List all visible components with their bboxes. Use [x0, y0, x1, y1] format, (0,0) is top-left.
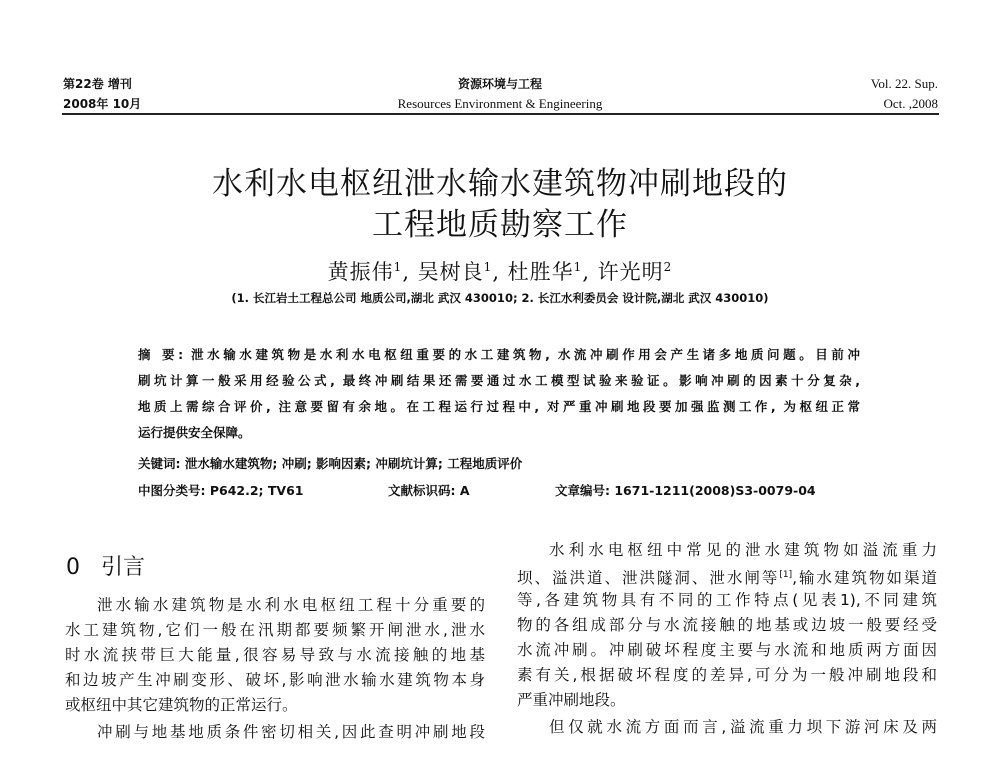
abstract-line: 刷坑计算一般采用经验公式, 最终冲刷结果还需要通过水工模型试验来验证。影响冲刷的因素十分复杂, — [138, 373, 860, 388]
clc-label: 中图分类号: — [138, 483, 206, 498]
keywords-text: 泄水输水建筑物; 冲刷; 影响因素; 冲刷坑计算; 工程地质评价 — [184, 456, 523, 471]
affiliations: (1. 长江岩土工程总公司 地质公司,湖北 武汉 430010; 2. 长江水利委员会 设计院,湖北 武汉 430010) — [231, 291, 769, 305]
author-affiliation-mark: 1 — [393, 260, 403, 274]
journal-name-cn: 资源环境与工程 — [457, 77, 542, 91]
citation-ref[interactable]: [1] — [779, 570, 793, 580]
author-name: 许光明 — [597, 260, 664, 284]
body-line: 水流冲刷。冲刷破坏程度主要与水流和地质两方面因 — [517, 641, 937, 659]
keywords-label: 关键词: — [138, 456, 181, 471]
paper-title-line-2: 工程地质勘察工作 — [372, 207, 628, 243]
running-header-right — [871, 74, 938, 114]
author — [598, 260, 673, 284]
body-line: 或枢纽中其它建筑物的正常运行。 — [65, 696, 298, 714]
paper-title-line-1: 水利水电枢纽泄水输水建筑物冲刷地段的 — [212, 166, 788, 202]
author-name: 吴树良 — [417, 260, 484, 284]
clc-value: P642.2; TV61 — [209, 483, 304, 498]
body-line: 但仅就水流方面而言,溢流重力坝下游河床及两 — [549, 718, 937, 736]
body-line — [517, 564, 937, 589]
abstract-line — [138, 346, 860, 364]
date-en: Oct. ,2008 — [883, 96, 938, 111]
clc-number — [138, 482, 304, 500]
author-list: 黄振伟$^1$, 吴树良$^1$, 杜胜华$^1$, 许光明$^2$ — [327, 260, 673, 284]
volume-en: Vol. 22. Sup. — [870, 76, 938, 91]
running-header-left — [63, 74, 141, 114]
date-cn: 2008年 10月 — [63, 97, 142, 111]
body-line: 素有关,根据破坏程度的差异,可分为一般冲刷地段和 — [517, 666, 937, 684]
body-line: 和边坡产生冲刷变形、破坏,影响泄水输水建筑物本身 — [65, 671, 485, 689]
abstract-text: 泄水输水建筑物是水利水电枢纽重要的水工建筑物, 水流冲刷作用会产生诸多地质问题。目前冲 — [191, 347, 860, 362]
running-header-center — [300, 74, 700, 114]
body-line: 冲刷与地基地质条件密切相关,因此查明冲刷地段 — [97, 723, 485, 741]
keywords — [138, 455, 522, 473]
abstract-line: 运行提供安全保障。 — [138, 425, 251, 440]
abstract-line: 地质上需综合评价, 注意要留有余地。在工程运行过程中, 对严重冲刷地段要加强监测工作, 为枢纽正常 — [138, 399, 860, 414]
body-line: 物的各组成部分与水流接触的地基或边坡一般要经受 — [517, 616, 937, 634]
article-number-label: 文章编号: — [555, 483, 610, 498]
section-heading — [66, 550, 145, 581]
body-line: 水工建筑物,它们一般在汛期都要频繁开闸泄水,泄水 — [65, 621, 485, 639]
author — [328, 260, 403, 284]
journal-name-en: Resources Environment & Engineering — [397, 96, 603, 111]
body-text: ,输水建筑物如渠道 — [792, 569, 937, 588]
body-line: 水利水电枢纽中常见的泄水建筑物如溢流重力 — [549, 541, 937, 559]
body-line: 严重冲刷地段。 — [517, 691, 626, 709]
section-title: 引言 — [100, 555, 145, 580]
document-code-value: A — [459, 483, 470, 498]
author — [418, 260, 493, 284]
author — [508, 260, 583, 284]
header-rule — [62, 113, 939, 115]
author-affiliation-mark: 2 — [663, 260, 673, 274]
body-line: 泄水输水建筑物是水利水电枢纽工程十分重要的 — [97, 596, 485, 614]
document-code-label: 文献标识码: — [388, 483, 456, 498]
body-text: 坝、溢洪道、泄洪隧洞、泄水闸等 — [517, 569, 780, 588]
author-name: 杜胜华 — [507, 260, 574, 284]
author-affiliation-mark: 1 — [483, 260, 493, 274]
body-line: 时水流挟带巨大能量,很容易导致与水流接触的地基 — [65, 646, 485, 664]
volume-cn: 第22卷 增刊 — [63, 77, 132, 91]
author-name: 黄振伟 — [327, 260, 394, 284]
article-number-value: 1671-1211(2008)S3-0079-04 — [614, 483, 816, 498]
body-line: 等,各建筑物具有不同的工作特点(见表1),不同建筑 — [517, 591, 937, 609]
section-number: 0 — [66, 555, 80, 580]
document-code — [388, 482, 470, 500]
article-number — [555, 482, 816, 500]
author-affiliation-mark: 1 — [573, 260, 583, 274]
abstract-label: 摘 要: — [138, 347, 184, 362]
